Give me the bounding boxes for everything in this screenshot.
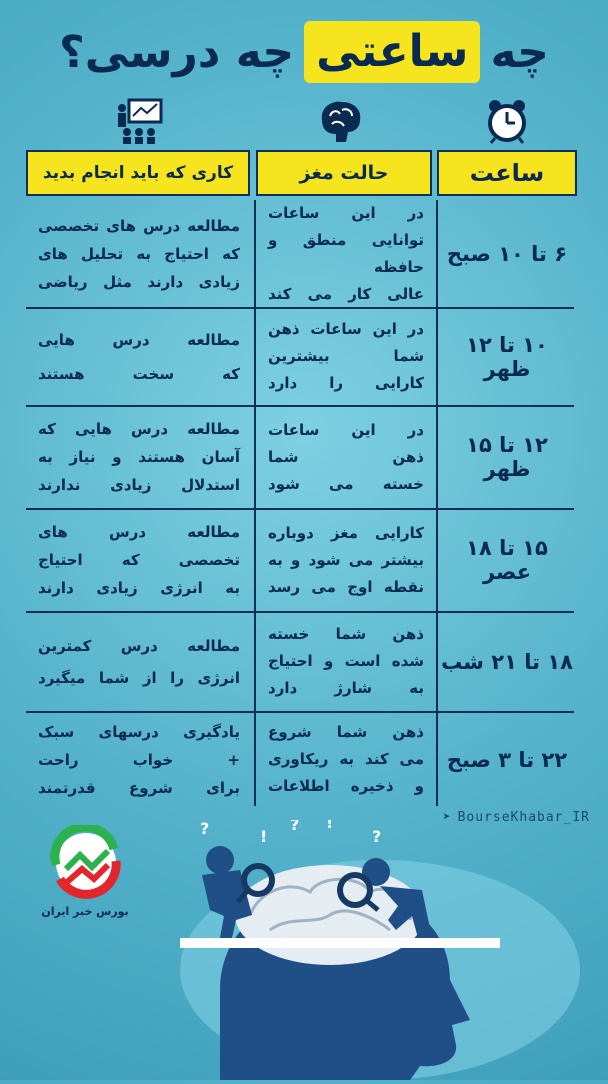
row-2-brain-line-2: شما بیشترین bbox=[268, 347, 424, 365]
header-brain-state: حالت مغز bbox=[256, 150, 432, 196]
row-5-brain-state bbox=[258, 613, 434, 710]
row-3-todo-line-2: آسان هستند و نیاز به bbox=[38, 448, 240, 466]
row-3-todo bbox=[26, 407, 252, 507]
row-6-todo-line-3: برای شروع قدرتمند bbox=[38, 778, 240, 797]
row-2-brain-line-1: در این ساعات ذهن bbox=[268, 320, 424, 338]
row-5-brain-line-3: به شارژ دارد bbox=[268, 679, 424, 697]
row-1-todo-line-2: که احتیاج به تحلیل های bbox=[38, 245, 240, 263]
row-4-todo-line-1: مطالعه درس های bbox=[38, 523, 240, 541]
row-3-brain-line-3: خسته می شود bbox=[268, 474, 424, 493]
svg-text:?: ? bbox=[200, 820, 210, 838]
row-3-todo-line-1: مطالعه درس هایی که bbox=[38, 420, 240, 438]
row-5-time: ۱۸ تا ۲۱ شب bbox=[441, 649, 573, 674]
telegram-icon: ➤ bbox=[442, 809, 452, 825]
title-part-1: چه bbox=[490, 26, 549, 78]
row-6-todo bbox=[26, 713, 252, 806]
row-3-time: ۱۲ تا ۱۵ ظهر bbox=[466, 433, 548, 481]
row-5-brain-line-1: ذهن شما خسته bbox=[268, 625, 424, 643]
row-1-brain-line-1: در این ساعات bbox=[268, 204, 424, 222]
row-3-todo-line-3: استدلال زیادی ندارند bbox=[38, 476, 240, 494]
row-5-brain-line-2: شده است و احتیاج bbox=[268, 652, 424, 670]
row-2-time: ۱۰ تا ۱۲ ظهر bbox=[466, 332, 548, 381]
row-4-brain-line-1: کارایی مغز دوباره bbox=[268, 523, 424, 542]
row-6-todo-line-1: یادگیری درسهای سبک bbox=[38, 722, 240, 741]
row-1-brain-state bbox=[258, 202, 434, 306]
alarm-clock-icon bbox=[481, 98, 533, 144]
row-3-brain-state bbox=[258, 407, 434, 507]
row-4-todo bbox=[26, 510, 252, 610]
row-1-todo bbox=[26, 202, 252, 306]
row-4-brain-state bbox=[258, 510, 434, 610]
row-5-todo-line-1: مطالعه درس کمترین bbox=[38, 636, 240, 655]
svg-text:?: ? bbox=[372, 827, 382, 846]
row-4-brain-line-3: نقطه اوج می رسد bbox=[268, 577, 424, 596]
row-1-time: ۶ تا ۱۰ صبح bbox=[446, 242, 568, 266]
row-1-todo-line-1: مطالعه درس های تخصصی bbox=[38, 217, 240, 235]
svg-text:!: ! bbox=[326, 820, 334, 832]
logo-icon bbox=[42, 825, 130, 900]
brain-icon bbox=[314, 98, 366, 144]
header-time: ساعت bbox=[437, 150, 577, 196]
row-6-time: ۲۲ تا ۳ صبح bbox=[446, 747, 568, 772]
channel-handle-text: BourseKhabar_IR bbox=[457, 809, 590, 825]
row-1-brain-line-3: عالی کار می کند bbox=[268, 285, 424, 303]
row-2-todo-line-1: مطالعه درس هایی bbox=[38, 330, 240, 349]
row-4-todo-line-3: به انرژی زیادی دارند bbox=[38, 579, 240, 597]
row-1-brain-line-2: توانایی منطق و حافظه bbox=[268, 231, 424, 276]
svg-text:?: ? bbox=[290, 820, 300, 834]
column-divider bbox=[436, 200, 438, 806]
svg-text:!: ! bbox=[260, 827, 268, 846]
row-5-todo-line-2: انرژی را از شما میگیرد bbox=[38, 668, 240, 687]
title-part-2: ساعتی bbox=[304, 21, 480, 83]
row-6-brain-line-3: و ذخیره اطلاعات bbox=[268, 777, 424, 795]
row-6-brain-line-1: ذهن شما شروع bbox=[268, 723, 424, 741]
row-4-brain-line-2: بیشتر می شود و به bbox=[268, 550, 424, 569]
row-5-todo bbox=[26, 613, 252, 710]
page-title bbox=[30, 14, 578, 90]
row-2-brain-state bbox=[258, 309, 434, 404]
row-6-todo-line-2: + خواب راحت bbox=[38, 750, 240, 769]
title-part-3: چه درسی؟ bbox=[59, 26, 295, 78]
header-todo: کاری که باید انجام بدید bbox=[26, 150, 250, 196]
row-3-brain-line-2: ذهن شما bbox=[268, 447, 424, 466]
row-3-brain-line-1: در این ساعات bbox=[268, 420, 424, 439]
row-2-brain-line-3: کارایی را دارد bbox=[268, 374, 424, 392]
row-4-todo-line-2: تخصصی که احتیاج bbox=[38, 551, 240, 569]
row-6-brain-state bbox=[258, 713, 434, 806]
row-2-todo bbox=[26, 309, 252, 404]
row-6-brain-line-2: می کند به ریکاوری bbox=[268, 750, 424, 768]
presentation-icon bbox=[113, 98, 165, 144]
row-2-todo-line-2: که سخت هستند bbox=[38, 364, 240, 383]
row-1-todo-line-3: زیادی دارند مثل ریاضی bbox=[38, 273, 240, 291]
column-divider bbox=[254, 200, 256, 806]
row-4-time: ۱۵ تا ۱۸ عصر bbox=[466, 536, 548, 584]
head-illustration bbox=[140, 820, 608, 1080]
logo-text: بورس خبر ایران bbox=[41, 905, 129, 918]
